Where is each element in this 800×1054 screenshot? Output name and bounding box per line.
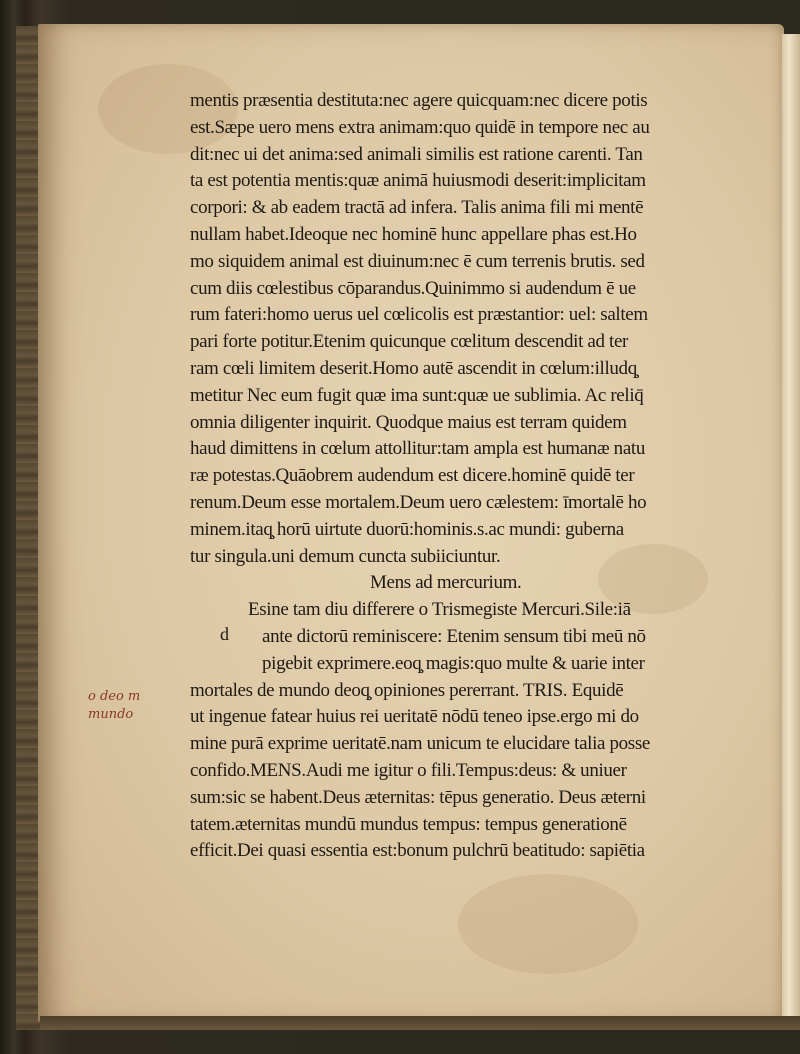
guide-letter: d: [220, 624, 229, 644]
text-line: mo siquidem animal est diuinum:nec ē cum terrenis brutis. sed: [190, 250, 645, 272]
page-fore-edge: [782, 34, 800, 1024]
text-line: est.Sæpe uero mens extra animam:quo quidē in tempore nec au: [190, 116, 650, 138]
text-line: ræ potestas.Quāobrem audendum est dicere.hominē quidē ter: [190, 465, 635, 487]
text-line: omnia diligenter inquirit. Quodque maius est terram quidem: [190, 411, 627, 433]
text-line: pari forte potitur.Etenim quicunque cœlitum descendit ad ter: [190, 331, 629, 353]
text-line: ram cœli limitem deserit.Homo autē ascendit in cœlum:illudq̧: [190, 357, 637, 379]
text-line: nullam habet.Ideoque nec hominē hunc appellare phas est.Ho: [190, 223, 637, 245]
text-line: ta est potentia mentis:quæ animā huiusmodi deserit:implicitam: [190, 170, 646, 192]
text-line: minem.itaq̧ horū uirtute duorū:hominis.s.ac mundi: guberna: [190, 518, 624, 540]
text-line: renum.Deum esse mortalem.Deum uero cælestem: īmortalē ho: [190, 491, 647, 513]
text-line: efficit.Dei quasi essentia est:bonum pulchrū beatitudo: sapiētia: [190, 840, 645, 862]
text-line: tur singula.uni demum cuncta subiiciuntur.: [190, 545, 501, 567]
text-line: sum:sic se habent.Deus æternitas: tēpus generatio. Deus æterni: [190, 786, 646, 808]
text-line: tatem.æternitas mundū mundus tempus: tempus generationē: [190, 813, 627, 835]
text-line: haud dimittens in cœlum attollitur:tam ampla est humanæ natu: [190, 438, 645, 460]
text-line: confido.MENS.Audi me igitur o fili.Tempus:deus: & uniuer: [190, 759, 627, 781]
text-line: pigebit exprimere.eoq̧ magis:quo multe & uarie inter: [262, 652, 645, 674]
printed-text: [190, 88, 738, 865]
text-line: mentis præsentia destituta:nec agere quicquam:nec dicere potis: [190, 90, 648, 111]
cover-bottom-edge: [40, 1016, 800, 1030]
text-line: rum fateri:homo uerus uel cœlicolis est præstantior: uel: saltem: [190, 304, 648, 326]
text-line: metitur Nec eum fugit quæ ima sunt:quæ ue sublimia. Ac reliq̄: [190, 384, 644, 406]
manuscript-annotation: o deo m mundo: [88, 689, 141, 722]
section-heading: Mens ad mercurium.: [370, 572, 522, 594]
text-line: Esine tam diu differere o Trismegiste Mercuri.Sile:iā: [248, 599, 631, 621]
text-line: ut ingenue fatear huius rei ueritatē nōdū teneo ipse.ergo mi do: [190, 706, 639, 728]
text-line: dit:nec ui det anima:sed animali similis est ratione carenti. Tan: [190, 143, 643, 165]
text-line: cum diis cœlestibus cōparandus.Quinimmo si audendum ē ue: [190, 277, 636, 299]
text-line: mortales de mundo deoq̧ opiniones pererrant. TRIS. Equidē: [190, 679, 624, 701]
text-line: corpori: & ab eadem tractā ad infera. Talis anima fili mi mentē: [190, 197, 644, 219]
text-line: ante dictorū reminiscere: Etenim sensum tibi meū nō: [262, 625, 646, 647]
text-line: mine purā exprime ueritatē.nam unicum te elucidare talia posse: [190, 733, 650, 755]
